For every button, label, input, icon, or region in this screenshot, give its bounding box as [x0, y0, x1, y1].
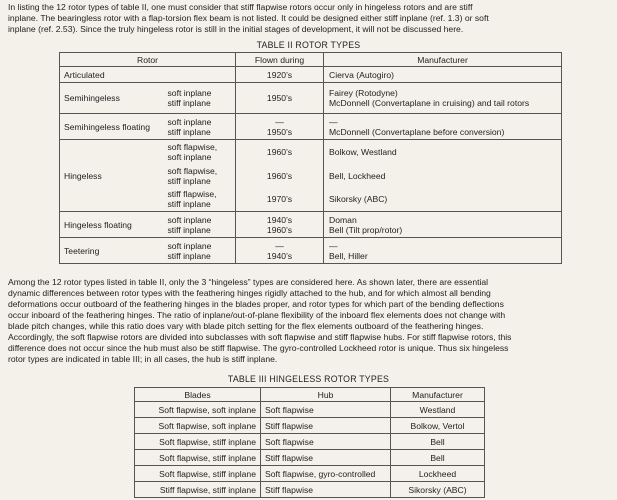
rotor-subtype: soft inplane stiff inplane	[164, 83, 236, 114]
table-row	[60, 67, 562, 83]
flown-during: 1970’s	[236, 188, 324, 212]
blades-cell: Soft flapwise, soft inplane	[135, 402, 261, 418]
col-header-manufacturer: Manufacturer	[324, 53, 562, 67]
blades-cell: Soft flapwise, stiff inplane	[135, 450, 261, 466]
manufacturer: Bolkow, Westland	[324, 140, 562, 164]
hub-cell: Stiff flapwise	[261, 482, 391, 498]
manufacturer: — McDonnell (Convertaplane before conversion)	[324, 114, 562, 140]
table-row	[135, 418, 485, 434]
manufacturer: Fairey (Rotodyne) McDonnell (Convertaplane in cruising) and tail rotors	[324, 83, 562, 114]
rotor-subtype: soft inplane stiff inplane	[164, 212, 236, 238]
hub-cell: Stiff flapwise	[261, 450, 391, 466]
flown-during: 1960’s	[236, 140, 324, 164]
text-line: inplane. The bearingless rotor with a flap-torsion flex beam is not listed. It could be designed either stiff inplane (ref. 1.3) or soft	[8, 13, 489, 23]
flown-during: 1920’s	[236, 67, 324, 83]
rotor-name: Teetering	[60, 238, 164, 264]
table-row	[60, 238, 562, 264]
rotor-subtype	[164, 67, 236, 83]
body-paragraph	[8, 277, 608, 365]
manufacturer-cell: Lockheed	[391, 466, 485, 482]
table-row	[135, 466, 485, 482]
blades-cell: Soft flapwise, stiff inplane	[135, 466, 261, 482]
table-ii-caption: TABLE II ROTOR TYPES	[256, 40, 361, 50]
table-row	[60, 114, 562, 140]
manufacturer: Doman Bell (Tilt prop/rotor)	[324, 212, 562, 238]
manufacturer: Cierva (Autogiro)	[324, 67, 562, 83]
rotor-subtype: soft inplane stiff inplane	[164, 114, 236, 140]
hub-cell: Stiff flapwise	[261, 418, 391, 434]
table-row	[135, 482, 485, 498]
manufacturer: — Bell, Hiller	[324, 238, 562, 264]
col-header-rotor: Rotor	[60, 53, 236, 67]
rotor-name	[60, 140, 164, 164]
manufacturer: Bell, Lockheed	[324, 164, 562, 188]
col-header-hub: Hub	[261, 388, 391, 402]
blades-cell: Stiff flapwise, stiff inplane	[135, 482, 261, 498]
rotor-subtype: stiff flapwise, stiff inplane	[164, 188, 236, 212]
manufacturer-cell: Bolkow, Vertol	[391, 418, 485, 434]
rotor-name: Hingeless floating	[60, 212, 164, 238]
flown-during: 1940’s 1960’s	[236, 212, 324, 238]
col-header-blades: Blades	[135, 388, 261, 402]
col-header-manufacturer: Manufacturer	[391, 388, 485, 402]
text-line: Accordingly, the soft flapwise rotors are divided into subclasses with soft flapwise and stiff flapwise hubs. For stiff flapwise rotors, this	[8, 332, 512, 342]
manufacturer-cell: Sikorsky (ABC)	[391, 482, 485, 498]
table-row	[135, 434, 485, 450]
hingeless-rotor-types-table	[134, 387, 485, 498]
manufacturer-cell: Westland	[391, 402, 485, 418]
text-line: rotor types are indicated in table III; in all cases, the hub is stiff inplane.	[8, 354, 278, 364]
table-iii-caption: TABLE III HINGELESS ROTOR TYPES	[227, 374, 390, 384]
rotor-name: Hingeless	[60, 164, 164, 188]
hub-cell: Soft flapwise	[261, 434, 391, 450]
hub-cell: Soft flapwise, gyro-controlled	[261, 466, 391, 482]
blades-cell: Soft flapwise, stiff inplane	[135, 434, 261, 450]
rotor-name	[60, 188, 164, 212]
rotor-subtype: soft flapwise, stiff inplane	[164, 164, 236, 188]
manufacturer-cell: Bell	[391, 450, 485, 466]
text-line: dynamic differences between rotor types with the feathering hinges rigidly attached to the hub, and for which almost all bending	[8, 288, 491, 298]
text-line: deformations occur outboard of the feathering hinges in the blades proper, and rotor types for which part of the bending deflections	[8, 299, 504, 309]
table-row	[135, 402, 485, 418]
table-row	[60, 140, 562, 164]
flown-during: — 1950’s	[236, 114, 324, 140]
blades-cell: Soft flapwise, soft inplane	[135, 418, 261, 434]
table-row	[60, 212, 562, 238]
col-header-flown: Flown during	[236, 53, 324, 67]
rotor-subtype: soft inplane stiff inplane	[164, 238, 236, 264]
rotor-name: Semihingeless	[60, 83, 164, 114]
text-line: inplane (ref. 2.53). Since the truly hingeless rotor is still in the initial stages of development, it will not be discussed here.	[8, 24, 464, 34]
text-line: blade pitch changes, while this ratio does vary with blade pitch setting for the flex elements outboard of the feathering hinges.	[8, 321, 484, 331]
manufacturer-cell: Bell	[391, 434, 485, 450]
hub-cell: Soft flapwise	[261, 402, 391, 418]
table-row	[60, 188, 562, 212]
text-line: Among the 12 rotor types listed in table II, only the 3 “hingeless” types are considered here. As shown later, there are essential	[8, 277, 489, 287]
text-line: difference does not occur since the hub must also be stiff flapwise. The gyro-controlled Lockheed rotor is unique. Thus six hingeless	[8, 343, 509, 353]
intro-paragraph	[8, 2, 608, 35]
table-row	[135, 450, 485, 466]
rotor-types-table	[59, 52, 562, 264]
rotor-subtype: soft flapwise, soft inplane	[164, 140, 236, 164]
manufacturer: Sikorsky (ABC)	[324, 188, 562, 212]
flown-during: 1960’s	[236, 164, 324, 188]
rotor-name: Articulated	[60, 67, 164, 83]
table-row	[60, 164, 562, 188]
flown-during: — 1940’s	[236, 238, 324, 264]
text-line: In listing the 12 rotor types of table II, one must consider that stiff flapwise rotors occur only in hingeless rotors and are stiff	[8, 2, 473, 12]
flown-during: 1950’s	[236, 83, 324, 114]
rotor-name: Semihingeless floating	[60, 114, 164, 140]
table-row	[60, 83, 562, 114]
text-line: occur inboard of the feathering hinges. The ratio of inplane/out-of-plane flexibility of the inboard flex elements does not change with	[8, 310, 506, 320]
